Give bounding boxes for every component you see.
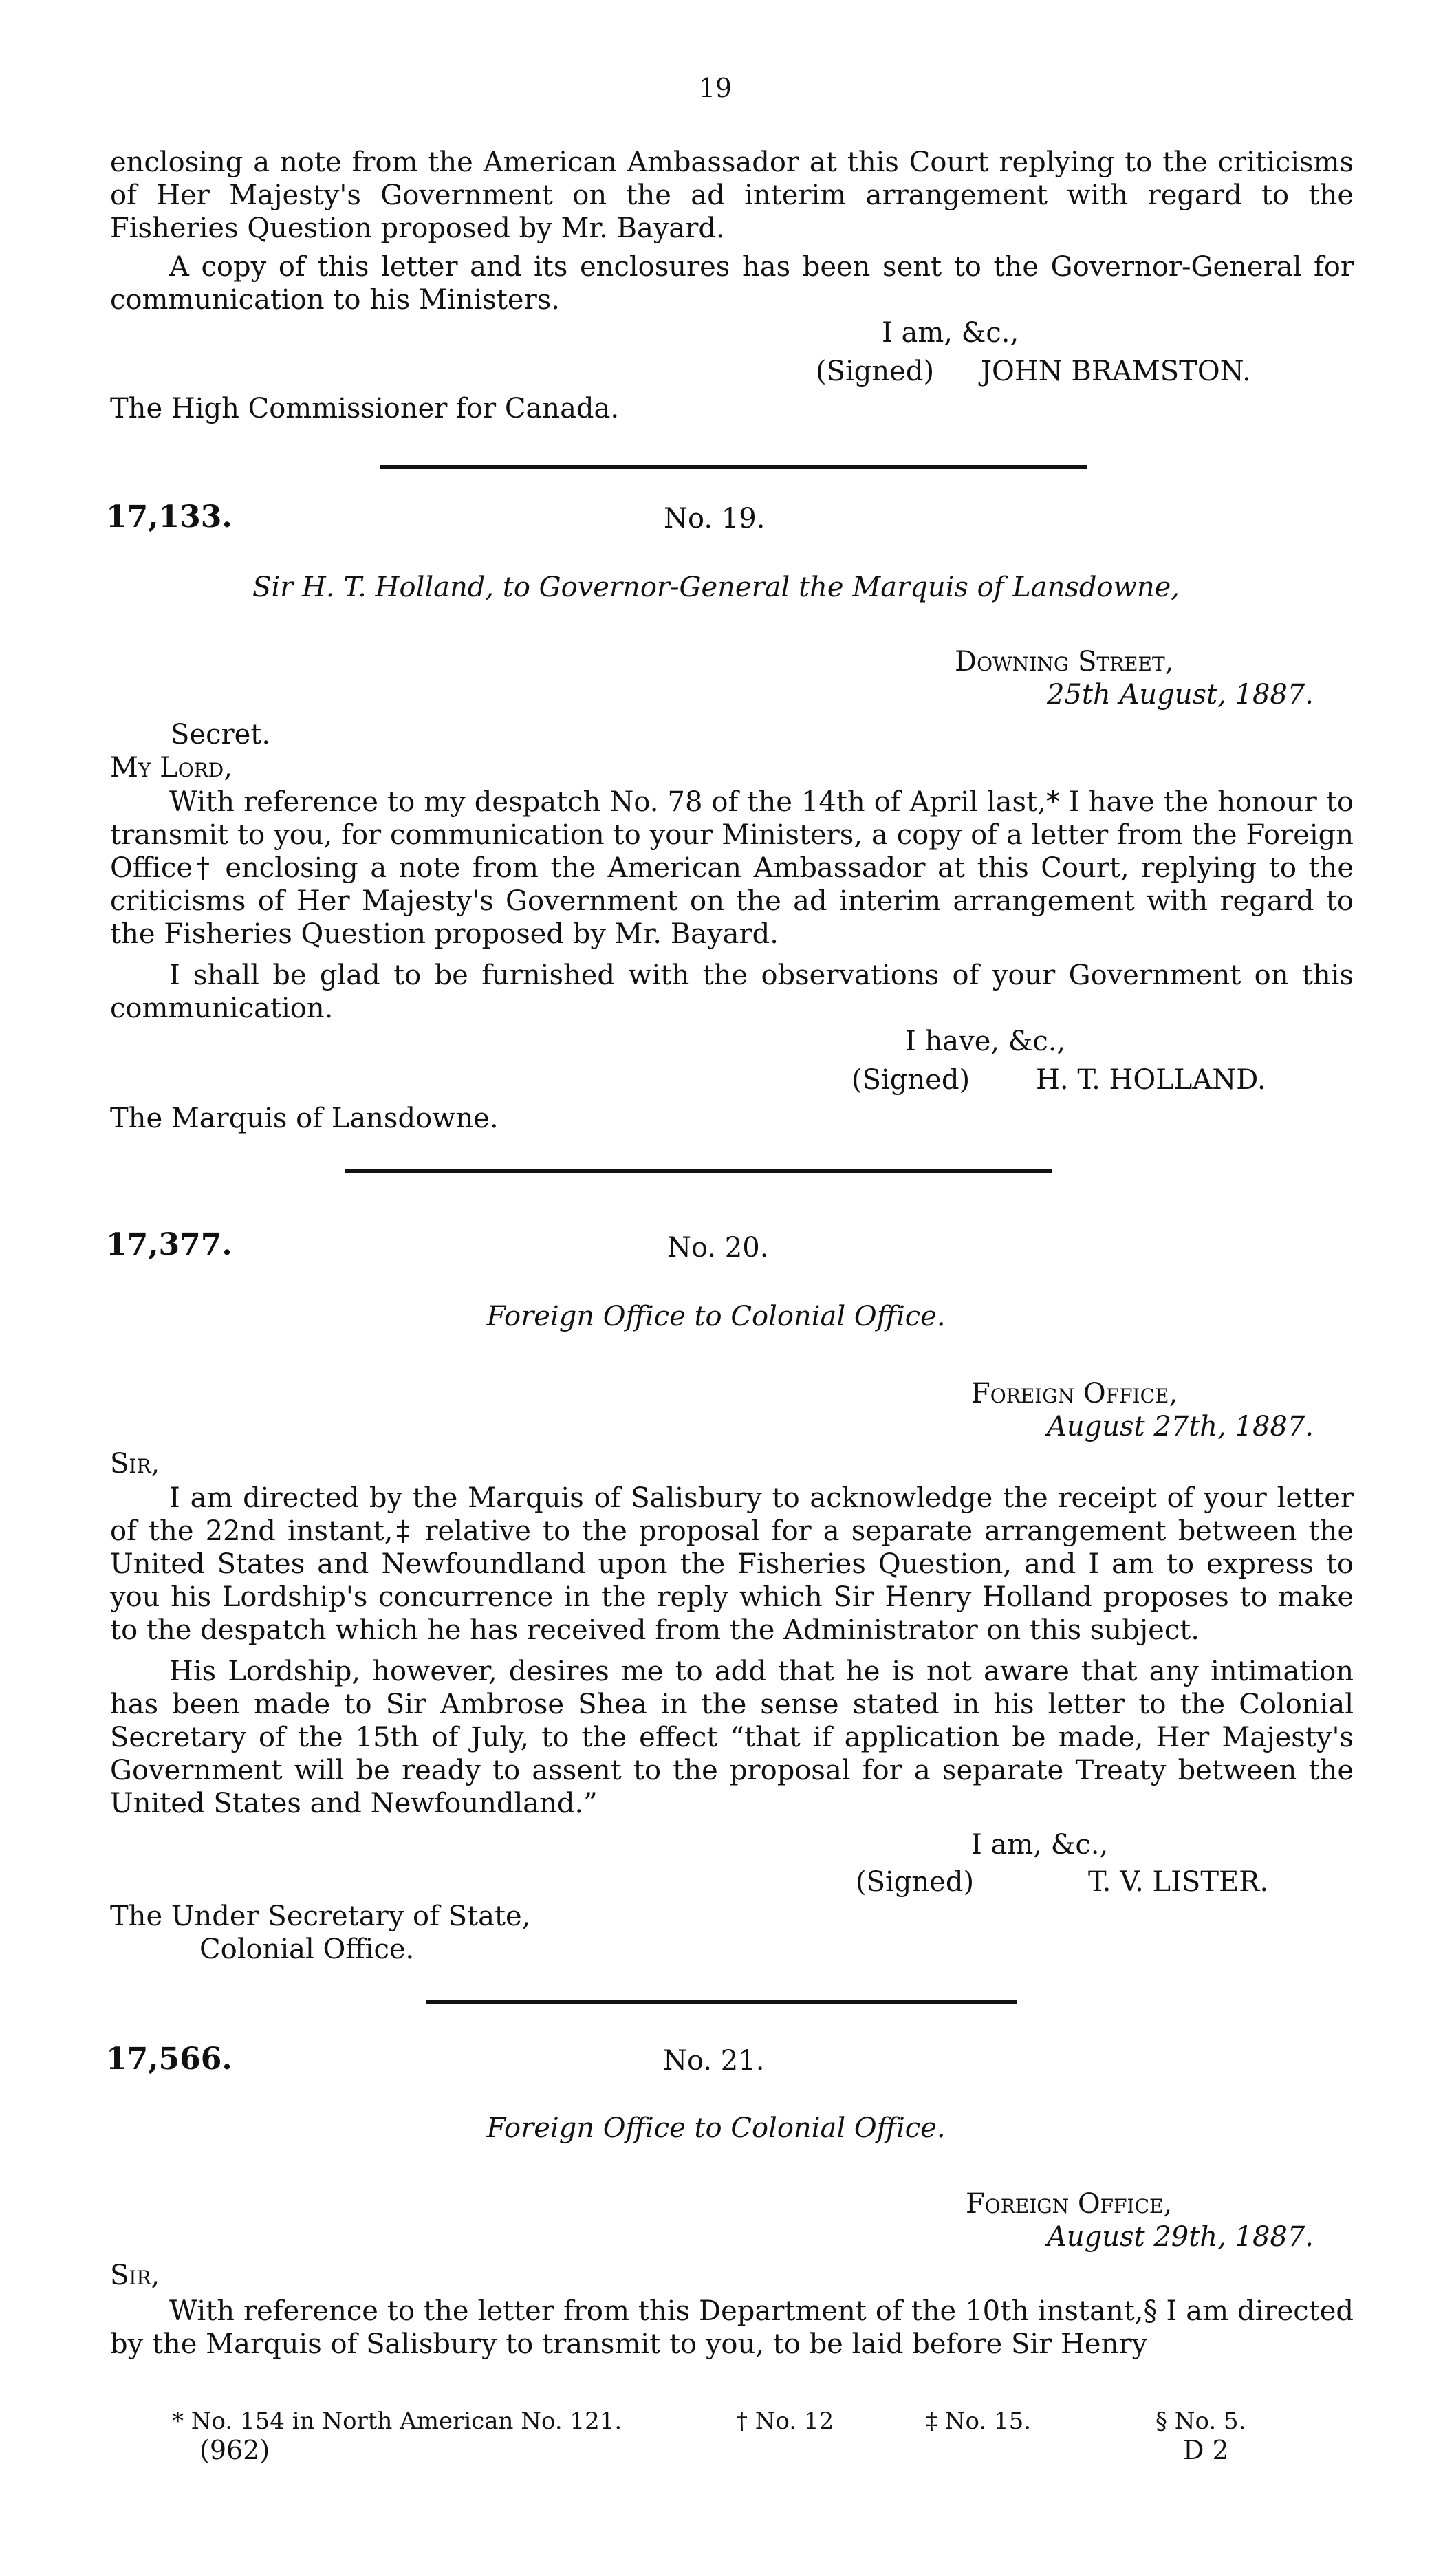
- document-number: No. 19.: [664, 503, 766, 534]
- addressee: The High Commissioner for Canada.: [110, 393, 620, 424]
- paragraph: With reference to the letter from this Department of the 10th instant,§ I am directed by the Marquis of Salisbury to transmit to you, to be laid before Sir Henry: [110, 2295, 1354, 2360]
- paragraph: enclosing a note from the American Ambassador at this Court replying to the criticisms of Her Majesty's Government on the ad interim arrangement with regard to the Fisheries Question proposed by Mr. Bayard.: [110, 147, 1354, 244]
- reference-number: 17,566.: [106, 2042, 232, 2077]
- paragraph: His Lordship, however, desires me to add that he is not aware that any intimation has been made to Sir Ambrose Shea in the sense stated in his letter to the Colonial Secretary of the 15th of July, to the effect “that if application be made, Her Majesty's Government will be ready to assent to the proposal for a separate Treaty between the United States and Newfoundland.”: [110, 1656, 1354, 1819]
- section-divider: [345, 1169, 1052, 1173]
- section-divider: [380, 465, 1087, 469]
- paragraph: I shall be glad to be furnished with the observations of your Government on this communication.: [110, 960, 1354, 1024]
- signer-name: H. T. HOLLAND.: [1036, 1064, 1266, 1096]
- footnote: † No. 12: [736, 2407, 834, 2435]
- document-number: No. 20.: [667, 1232, 769, 1264]
- signature-mark: D 2: [1183, 2435, 1229, 2465]
- salutation: My Lord,: [110, 752, 232, 783]
- paragraph: I am directed by the Marquis of Salisbury to acknowledge the receipt of your letter of the 22nd instant,‡ relative to the proposal for a separate arrangement between the United States and Newfoundland upon the Fisheries Question, and I am to express to you his Lordship's concurrence in the reply which Sir Henry Holland proposes to make to the despatch which he has received from the Administrator on this subject.: [110, 1482, 1354, 1646]
- signed-label: (Signed): [851, 1064, 970, 1096]
- date: August 29th, 1887.: [1047, 2221, 1314, 2253]
- closing: I am, &c.,: [971, 1829, 1109, 1861]
- signer-name: T. V. LISTER.: [1088, 1866, 1269, 1898]
- page-number: 19: [698, 73, 733, 103]
- secret-note: Secret.: [171, 719, 271, 750]
- signed-label: (Signed): [816, 356, 935, 387]
- print-code: (962): [199, 2435, 270, 2465]
- paragraph: A copy of this letter and its enclosures has been sent to the Governor-General for communication to his Ministers.: [110, 251, 1354, 316]
- date: August 27th, 1887.: [1047, 1411, 1314, 1442]
- reference-number: 17,377.: [106, 1227, 232, 1262]
- letter-heading: Foreign Office to Colonial Office.: [486, 2112, 946, 2144]
- signed-label: (Signed): [856, 1866, 975, 1898]
- addressee: Colonial Office.: [199, 1934, 415, 1965]
- paragraph: With reference to my despatch No. 78 of the 14th of April last,* I have the honour to transmit to you, for communication to your Ministers, a copy of a letter from the Foreign Office† enclosing a note from the American Ambassador at this Court, replying to the criticisms of Her Majesty's Government on the ad interim arrangement with regard to the Fisheries Question proposed by Mr. Bayard.: [110, 786, 1354, 950]
- footnote: § No. 5.: [1156, 2407, 1246, 2435]
- addressee: The Marquis of Lansdowne.: [110, 1103, 499, 1134]
- letter-heading: Foreign Office to Colonial Office.: [486, 1301, 946, 1332]
- salutation: Sir,: [110, 2260, 160, 2291]
- reference-number: 17,133.: [106, 499, 232, 534]
- closing: I am, &c.,: [882, 317, 1019, 349]
- place: Foreign Office,: [971, 1378, 1178, 1409]
- letter-heading: Sir H. T. Holland, to Governor-General the Marquis of Lansdowne,: [252, 572, 1180, 603]
- salutation: Sir,: [110, 1448, 160, 1480]
- addressee: The Under Secretary of State,: [110, 1901, 531, 1932]
- place: Downing Street,: [955, 646, 1174, 678]
- signer-name: JOHN BRAMSTON.: [981, 356, 1251, 387]
- footnote: ‡ No. 15.: [926, 2407, 1032, 2435]
- footnote: * No. 154 in North American No. 121.: [172, 2407, 622, 2435]
- date: 25th August, 1887.: [1047, 679, 1314, 711]
- closing: I have, &c.,: [905, 1026, 1066, 1057]
- place: Foreign Office,: [966, 2188, 1173, 2220]
- section-divider: [426, 2000, 1017, 2004]
- document-number: No. 21.: [663, 2045, 765, 2077]
